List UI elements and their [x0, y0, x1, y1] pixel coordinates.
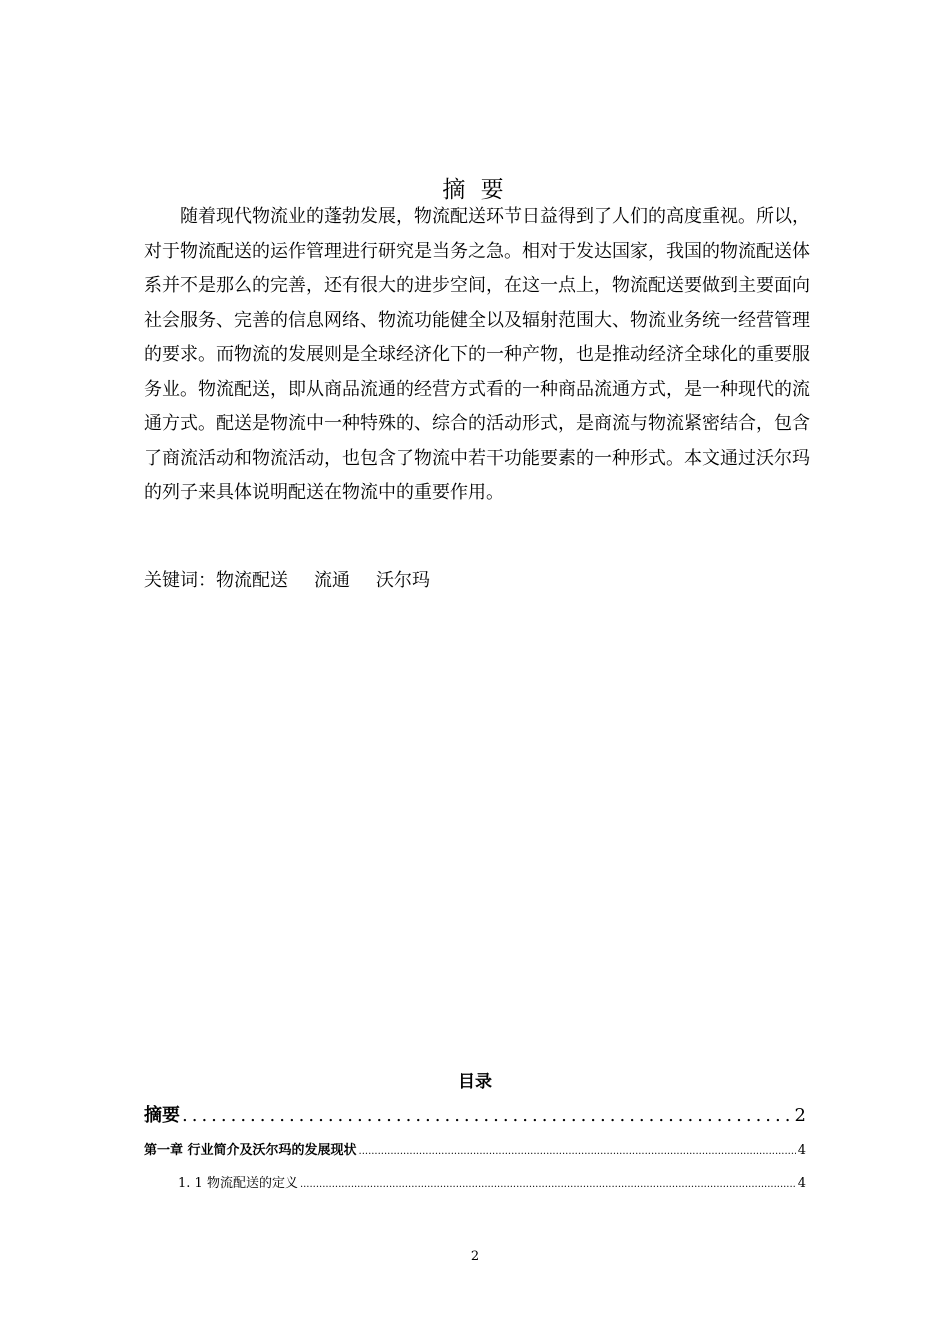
toc-title: 目录 — [458, 1072, 492, 1092]
page-number: 2 — [470, 1249, 480, 1264]
abstract-body — [144, 200, 810, 511]
keyword-item: 物流配送 — [216, 570, 288, 591]
toc-leader-dots — [182, 1105, 793, 1126]
toc-entry-label: 1. 1 物流配送的定义 — [178, 1176, 298, 1191]
abstract-title: 摘 要 — [442, 177, 508, 203]
abstract-paragraph: 随着现代物流业的蓬勃发展，物流配送环节日益得到了人们的高度重视。所以，对于物流配送的运作管理进行研究是当务之急。相对于发达国家，我国的物流配送体系并不是那么的完善，还有很大的进步空间，在这一点上，物流配送要做到主要面向社会服务、完善的信息网络、物流功能健全以及辐射范围大、物流业务统一经营管理的要求。而物流的发展则是全球经济化下的一种产物，也是推动经济全球化的重要服务业。物流配送，即从商品流通的经营方式看的一种商品流通方式，是一种现代的流通方式。配送是物流中一种特殊的、综合的活动形式，是商流与物流紧密结合，包含了商流活动和物流活动，也包含了物流中若干功能要素的一种形式。本文通过沃尔玛的列子来具体说明配送在物流中的重要作用。 — [144, 206, 810, 503]
toc-entry-label: 第一章 行业简介及沃尔玛的发展现状 — [144, 1143, 357, 1158]
keywords-line — [144, 566, 456, 592]
toc-entry-page: 2 — [794, 1105, 806, 1126]
toc-leader-dots — [300, 1179, 796, 1190]
toc-entry-label: 摘要 — [144, 1105, 180, 1126]
keyword-item: 沃尔玛 — [376, 570, 430, 591]
toc-entry[interactable] — [178, 1172, 806, 1191]
toc-entry[interactable] — [144, 1101, 806, 1127]
keyword-item: 流通 — [314, 570, 350, 591]
toc-entry-page: 4 — [797, 1143, 806, 1158]
toc-entry-page: 4 — [797, 1176, 806, 1191]
toc-entry[interactable] — [144, 1139, 806, 1158]
keywords-label: 关键词： — [144, 570, 216, 591]
toc-leader-dots — [359, 1146, 796, 1157]
